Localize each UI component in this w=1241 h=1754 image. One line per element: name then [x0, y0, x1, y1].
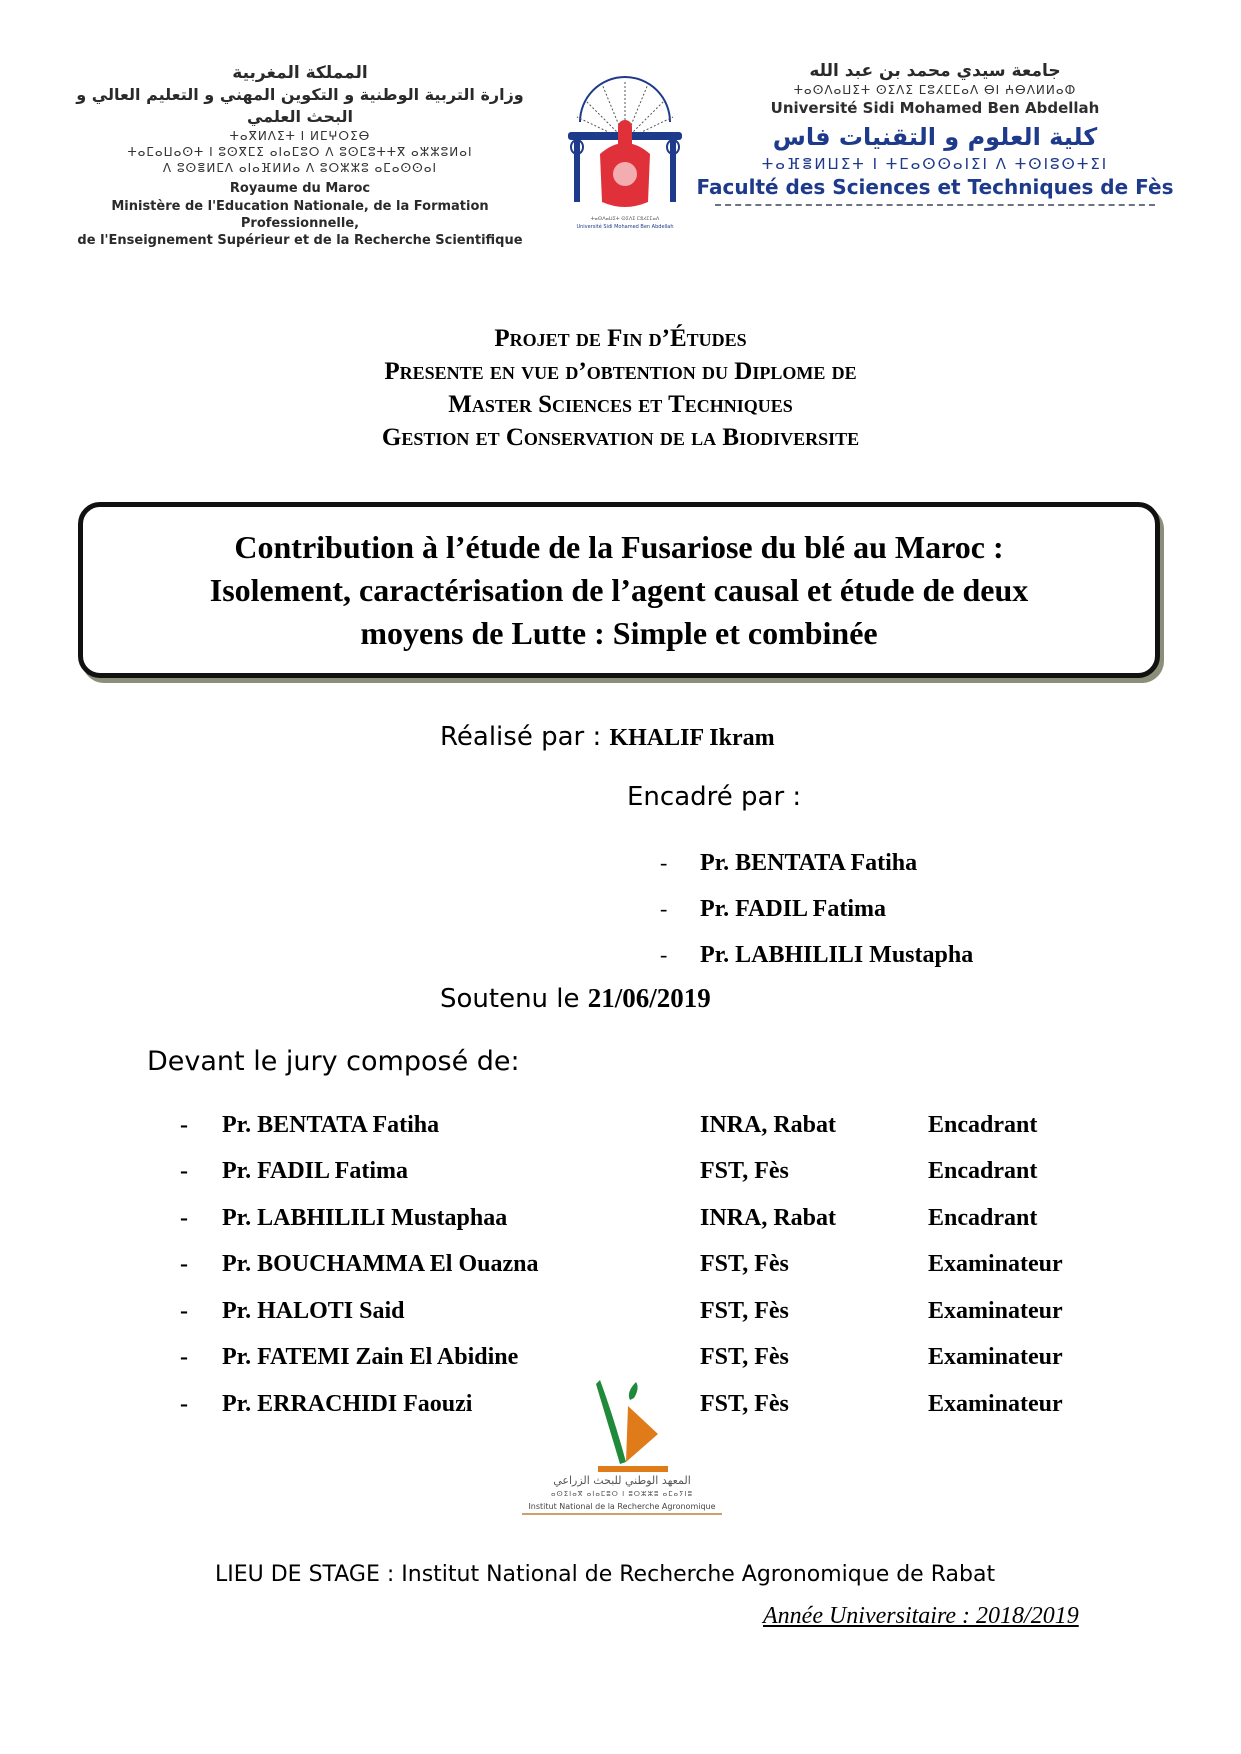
list-dash: -	[180, 1390, 188, 1417]
jury-name: Pr. FATEMI Zain El Abidine	[222, 1344, 519, 1371]
jury-affiliation: FST, Fès	[700, 1297, 789, 1324]
list-dash: -	[180, 1251, 188, 1278]
ministry-french-line2: de l'Enseignement Supérieur et de la Recherche Scientifique	[77, 233, 523, 248]
inra-logo	[522, 1378, 722, 1528]
jury-affiliation: FST, Fès	[700, 1344, 789, 1371]
crest-icon	[560, 62, 690, 232]
jury-role: Examinateur	[928, 1251, 1063, 1278]
author-label: Réalisé par :	[440, 722, 610, 752]
supervisor-name: Pr. LABHILILI Mustapha	[700, 941, 974, 968]
jury-affiliation: INRA, Rabat	[700, 1111, 837, 1138]
degree-line: Projet de Fin d’Études	[494, 325, 747, 352]
tifinagh-line: ⵜⴰⴳⵍⴷⵉⵜ ⵏ ⵍⵎⵖⵔⵉⴱ	[229, 129, 371, 143]
jury-affiliation: FST, Fès	[700, 1158, 789, 1185]
university-arabic: جامعة سيدي محمد بن عبد الله	[809, 61, 1061, 81]
jury-role: Encadrant	[928, 1111, 1038, 1138]
jury-affiliation: FST, Fès	[700, 1390, 789, 1417]
inra-arabic-label: المعهد الوطني للبحث الزراعي	[553, 1474, 691, 1487]
degree-line: Presente en vue d’obtention du Diplome de	[384, 358, 857, 385]
defense-date-line	[440, 983, 711, 1014]
supervisors-list	[660, 840, 973, 978]
thesis-title-box	[78, 502, 1160, 678]
list-dash: -	[660, 942, 668, 967]
university-tifinagh: ⵜⴰⵙⴷⴰⵡⵉⵜ ⵙⵉⴷⵉ ⵎⵓⵃⵎⵎⴰⴷ ⴱⵏ ⵄⴱⴷⵍⵍⴰⵀ	[793, 83, 1077, 97]
ministry-header	[55, 62, 545, 249]
jury-affiliation: FST, Fès	[700, 1251, 789, 1278]
list-dash: -	[180, 1204, 188, 1231]
kingdom-arabic: المملكة المغربية	[232, 63, 368, 83]
university-crest-logo	[560, 62, 690, 232]
jury-role: Examinateur	[928, 1390, 1063, 1417]
supervisor-item	[660, 840, 973, 886]
internship-location: LIEU DE STAGE : Institut National de Recherche Agronomique de Rabat	[215, 1562, 996, 1587]
jury-row	[180, 1195, 1120, 1242]
jury-role: Encadrant	[928, 1158, 1038, 1185]
jury-row	[180, 1288, 1120, 1335]
tifinagh-line: ⵜⴰⵎⴰⵡⴰⵙⵜ ⵏ ⵓⵙⴳⵎⵉ ⴰⵏⴰⵎⵓⵔ ⴷ ⵓⵙⵎⵓⵜⵜⴳ ⴰⵣⵣⵓⵍⴰⵏ	[127, 145, 473, 159]
defense-label: Soutenu le	[440, 984, 588, 1014]
jury-row	[180, 1335, 1120, 1382]
jury-row	[180, 1242, 1120, 1289]
supervisors-label: Encadré par :	[627, 782, 802, 812]
author-line	[440, 722, 775, 752]
title-line: Contribution à l’étude de la Fusariose du blé au Maroc :	[234, 528, 1004, 565]
jury-name: Pr. BENTATA Fatiha	[222, 1111, 440, 1138]
inra-french-label: Institut National de la Recherche Agronomique	[522, 1502, 722, 1515]
title-line: moyens de Lutte : Simple et combinée	[360, 614, 878, 651]
jury-label: Devant le jury composé de:	[147, 1046, 520, 1077]
ministry-french-line1: Ministère de l'Education Nationale, de la Formation Professionnelle,	[111, 199, 489, 231]
defense-date: 21/06/2019	[587, 983, 711, 1013]
supervisor-name: Pr. BENTATA Fatiha	[700, 849, 918, 876]
jury-affiliation: INRA, Rabat	[700, 1204, 837, 1231]
jury-name: Pr. LABHILILI Mustaphaa	[222, 1204, 508, 1231]
degree-line: Master Sciences et Techniques	[448, 391, 793, 418]
jury-name: Pr. BOUCHAMMA El Ouazna	[222, 1251, 539, 1278]
jury-role: Examinateur	[928, 1297, 1063, 1324]
faculty-tifinagh: ⵜⴰⴼⴻⵍⵡⵉⵜ ⵏ ⵜⵎⴰⵙⵙⴰⵏⵉⵏ ⴷ ⵜⵙⵏⵓⵙⵜⵉⵏ	[761, 155, 1109, 173]
supervisor-item	[660, 886, 973, 932]
supervisor-item	[660, 932, 973, 978]
list-dash: -	[660, 896, 668, 921]
author-name: KHALIF Ikram	[609, 725, 775, 751]
svg-text:ⵜⴰⵙⴷⴰⵡⵉⵜ ⵙⵉⴷⵉ ⵎⵓⵃⵎⵎⴰⴷ: ⵜⴰⵙⴷⴰⵡⵉⵜ ⵙⵉⴷⵉ ⵎⵓⵃⵎⵎⴰⴷ	[590, 216, 660, 222]
inra-emblem-icon	[522, 1378, 722, 1474]
faculty-french: Faculté des Sciences et Techniques de Fès	[696, 175, 1174, 199]
list-dash: -	[180, 1297, 188, 1324]
jury-row	[180, 1102, 1120, 1149]
svg-text:Université Sidi Mohamed Ben Ab: Université Sidi Mohamed Ben Abdellah	[576, 224, 674, 230]
jury-row	[180, 1149, 1120, 1196]
thesis-title	[190, 526, 1049, 655]
list-dash: -	[660, 850, 668, 875]
jury-name: Pr. ERRACHIDI Faouzi	[222, 1390, 473, 1417]
jury-name: Pr. HALOTI Said	[222, 1297, 405, 1324]
inra-tifinagh-label: ⴰⵙⵉⵏⴰⴳ ⴰⵏⴰⵎⵓⵔ ⵏ ⵓⵔⵣⵣⵓ ⴰⵎⴰⵢⵏⵓ	[550, 1490, 693, 1498]
jury-role: Examinateur	[928, 1344, 1063, 1371]
list-dash: -	[180, 1344, 188, 1371]
faculty-header	[690, 60, 1180, 206]
degree-line: Gestion et Conservation de la Biodiversite	[381, 424, 860, 451]
degree-block	[0, 322, 1241, 454]
header-divider	[715, 204, 1155, 206]
academic-year: Année Universitaire : 2018/2019	[763, 1603, 1079, 1629]
kingdom-french: Royaume du Maroc	[229, 181, 371, 196]
title-line: Isolement, caractérisation de l’agent causal et étude de deux	[209, 571, 1029, 608]
supervisor-name: Pr. FADIL Fatima	[700, 895, 886, 922]
jury-name: Pr. FADIL Fatima	[222, 1158, 408, 1185]
university-french: Université Sidi Mohamed Ben Abdellah	[770, 99, 1100, 117]
list-dash: -	[180, 1111, 188, 1138]
list-dash: -	[180, 1158, 188, 1185]
jury-role: Encadrant	[928, 1204, 1038, 1231]
faculty-arabic: كلية العلوم و التقنيات فاس	[772, 123, 1098, 151]
ministry-arabic: وزارة التربية الوطنية و التكوين المهني و التعليم العالي و البحث العلمي	[76, 85, 524, 126]
tifinagh-line: ⴷ ⵓⵙⴻⵍⵎⴷ ⴰⵏⴰⴼⵍⵍⴰ ⴷ ⵓⵔⵣⵣⵓ ⴰⵎⴰⵙⵙⴰⵏ	[162, 161, 438, 175]
